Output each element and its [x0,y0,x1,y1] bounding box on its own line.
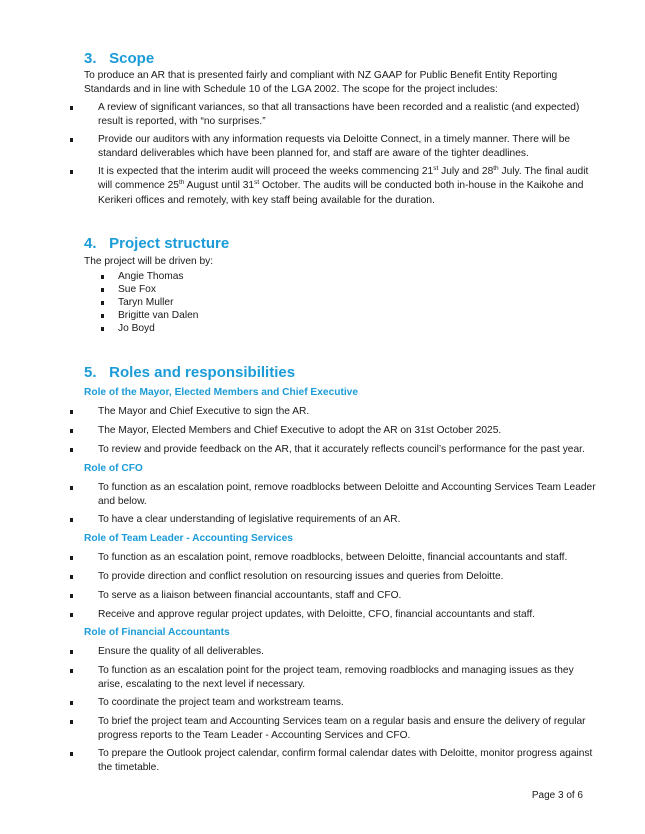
section-roles-heading [84,362,295,383]
list-item: Receive and approve regular project updates, with Deloitte, CFO, financial accountants and staff. [98,608,596,622]
list-item: A review of significant variances, so that all transactions have been recorded and a realistic (and expected) result is reported, with “no surprises.” [98,101,596,130]
section-title: Project structure [109,235,230,252]
page-number: Page 3 of 6 [531,790,583,801]
audit-timing-paragraph: It is expected that the interim audit will proceed the weeks commencing 21st July and 28th July. The final audit will commence 25th August until 31st October. The audits will be conducted both in-house in the Kaikohe and Kerikeri offices and remotely, with key staff being available for the duration. [98,165,596,208]
list-item: The Mayor, Elected Members and Chief Executive to adopt the AR on 31st October 2025. [98,424,596,438]
person-item: Brigitte van Dalen [118,309,198,323]
role-heading-team-leader: Role of Team Leader - Accounting Services [84,533,293,544]
list-item: To review and provide feedback on the AR, that it accurately reflects council’s performance for the past year. [98,443,596,457]
role-heading-mayor: Role of the Mayor, Elected Members and Chief Executive [84,387,359,398]
person-item: Taryn Muller [118,296,173,310]
list-item: Provide our auditors with any information requests via Deloitte Connect, in a timely manner. There will be standard deliverables which have been planned for, and staff are aware of the tighter deadlines. [98,133,596,162]
section-title: Roles and responsibilities [109,364,296,381]
list-item: The Mayor and Chief Executive to sign the AR. [98,405,596,419]
person-item: Angie Thomas [118,270,184,284]
person-item: Sue Fox [118,283,156,297]
role-heading-financial: Role of Financial Accountants [84,627,230,638]
list-item: To have a clear understanding of legislative requirements of an AR. [98,513,596,527]
list-item: To prepare the Outlook project calendar, confirm formal calendar dates with Deloitte, monitor progress against the timetable. [98,747,596,776]
list-item: To serve as a liaison between financial accountants, staff and CFO. [98,589,596,603]
list-item: To coordinate the project team and workstream teams. [98,696,596,710]
section-number: 3. [84,50,97,67]
section-title: Scope [109,50,155,67]
list-item: To brief the project team and Accounting Services team on a regular basis and ensure the delivery of regular progress reports to the Team Leader - Accounting Services and CFO. [98,715,596,744]
scope-intro: To produce an AR that is presented fairly and compliant with NZ GAAP for Public Benefit Entity Reporting Standards and in line with Schedule 10 of the LGA 2002. The scope for the project includes: [84,70,558,96]
list-item: To provide direction and conflict resolution on resourcing issues and queries from Deloitte. [98,570,596,584]
section-number: 4. [84,235,97,252]
section-scope-heading [84,48,154,69]
person-item: Jo Boyd [118,322,155,336]
list-item: To function as an escalation point for the project team, removing roadblocks and managing issues as they arise, escalating to the next level if necessary. [98,664,596,693]
section-number: 5. [84,364,97,381]
structure-intro: The project will be driven by: [84,256,214,267]
list-item: To function as an escalation point, remove roadblocks between Deloitte and Accounting Services Team Leader and below. [98,481,596,510]
list-item: Ensure the quality of all deliverables. [98,645,596,659]
section-structure-heading [84,233,229,254]
role-heading-cfo: Role of CFO [84,463,143,474]
list-item: To function as an escalation point, remove roadblocks, between Deloitte, financial accountants and staff. [98,551,596,565]
